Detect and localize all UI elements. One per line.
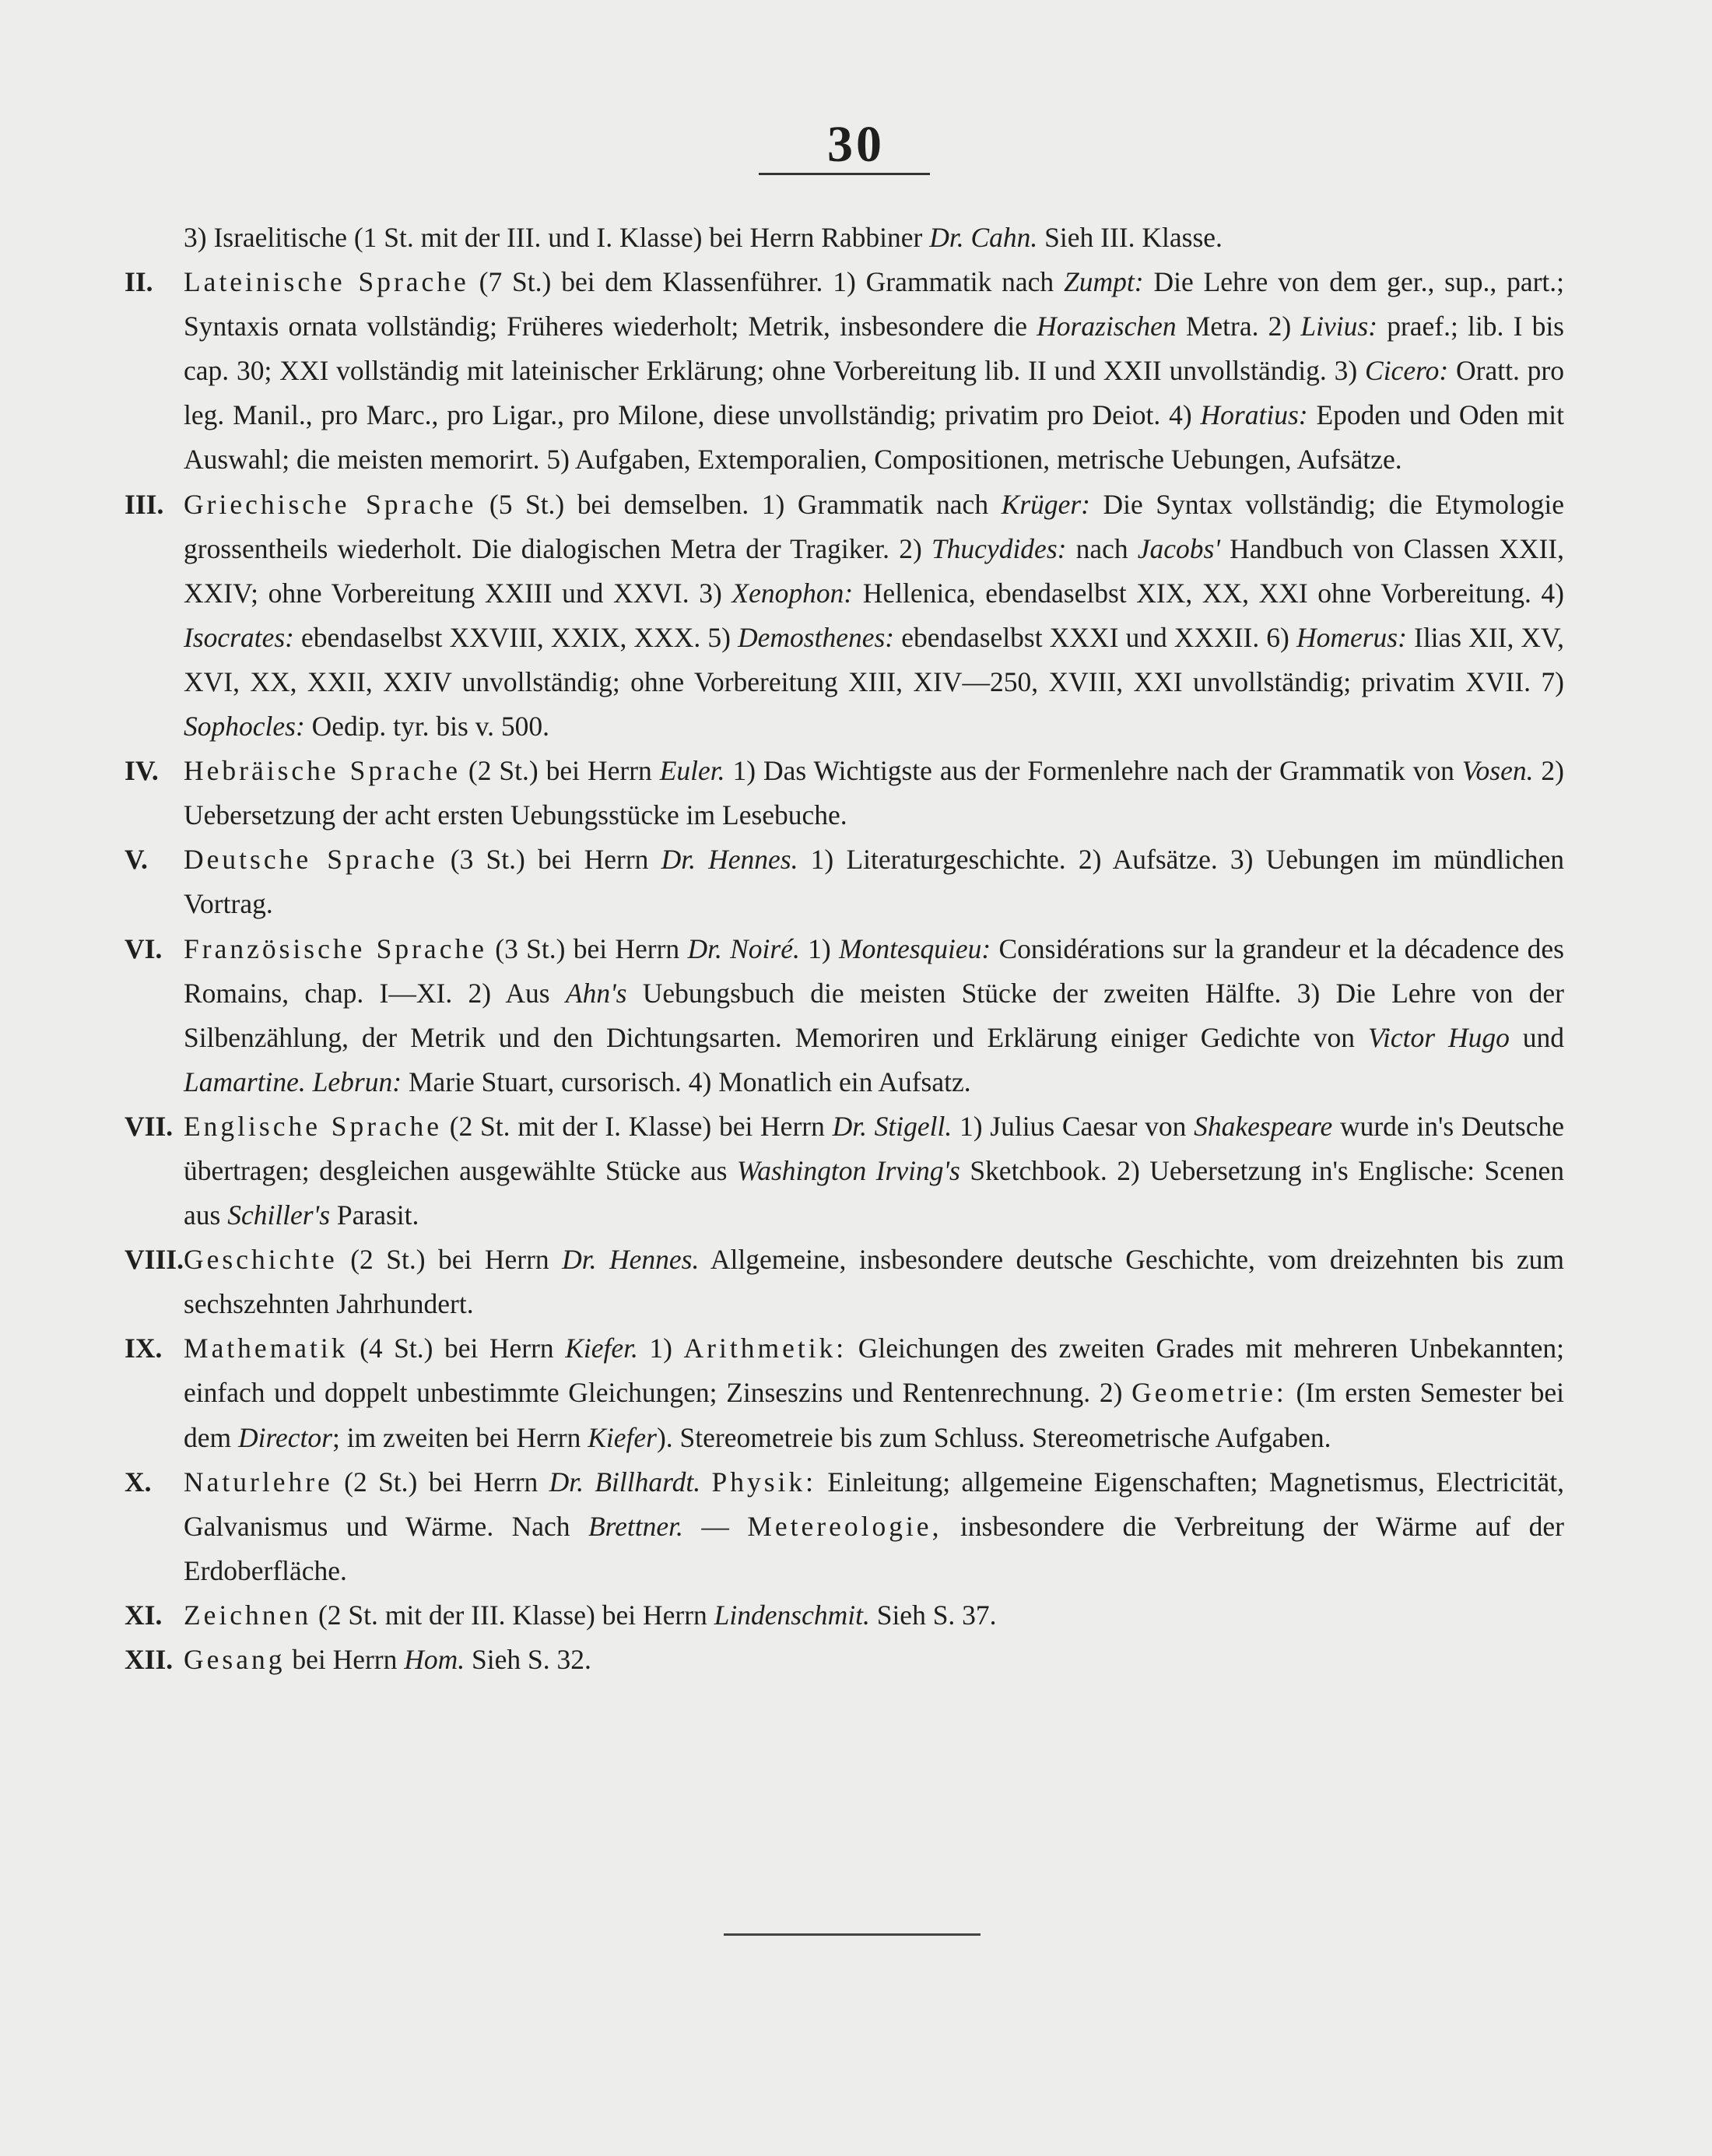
section-V [125, 837, 1564, 926]
section-text: Geschichte (2 St.) bei Herrn Dr. Hennes. Allgemeine, insbesondere deutsche Geschichte, vom dreizehnten bis zum sechszehnten Jahrhundert. [184, 1244, 1565, 1320]
section-text: Lateinische Sprache (7 St.) bei dem Klassenführer. 1) Grammatik nach Zumpt: Die Lehre von dem ger., sup., part.; Syntaxis ornata vollständig; Früheres wiederholt; Metrik, insbesondere die Horazischen Metra. 2) Livius: praef.; lib. I bis cap. 30; XXI vollständig mit lateinischer Erklärung; ohne Vorbereitung lib. II und XXII unvollständig. 3) Cicero: Oratt. pro leg. Manil., pro Marc., pro Ligar., pro Milone, diese unvollständig; privatim pro Deiot. 4) Horatius: Epoden und Oden mit Auswahl; die meisten memorirt. 5) Aufgaben, Extemporalien, Compositionen, metrische Uebungen, Aufsätze. [184, 266, 1565, 476]
section-number: IX. [125, 1333, 163, 1364]
section-text: Griechische Sprache (5 St.) bei demselben. 1) Grammatik nach Krüger: Die Syntax vollständig; die Etymologie grossentheils wiederholt. Die dialogischen Metra der Tragiker. 2) Thucydides: nach Jacobs' Handbuch von Classen XXII, XXIV; ohne Vorbereitung XXIII und XXVI. 3) Xenophon: Hellenica, ebendaselbst XIX, XX, XXI ohne Vorbereitung. 4) Isocrates: ebendaselbst XXVIII, XXIX, XXX. 5) Demosthenes: ebendaselbst XXXI und XXXII. 6) Homerus: Ilias XII, XV, XVI, XX, XXII, XXIV unvollständig; ohne Vorbereitung XIII, XIV—250, XVIII, XXI unvollständig; privatim XVII. 7) Sophocles: Oedip. tyr. bis v. 500. [184, 488, 1564, 743]
section-text: Hebräische Sprache (2 St.) bei Herrn Euler. 1) Das Wichtigste aus der Formenlehre nach der Grammatik von Vosen. 2) Uebersetzung der acht ersten Uebungsstücke im Lesebuche. [184, 755, 1565, 831]
section-III [125, 483, 1564, 750]
section-text: Mathematik (4 St.) bei Herrn Kiefer. 1) Arithmetik: Gleichungen des zweiten Grades mit mehreren Unbekannten; einfach und doppelt unbestimmte Gleichungen; Zinseszins und Rentenrechnung. 2) Geometrie: (Im ersten Semester bei dem Director; im zweiten bei Herrn Kiefer). Stereometreie bis zum Schluss. Stereometrische Aufgaben. [184, 1333, 1564, 1453]
section-VIII [125, 1238, 1564, 1326]
section-text: Gesang bei Herrn Hom. Sieh S. 32. [184, 1644, 591, 1675]
section-IV [125, 749, 1564, 837]
section-VI [125, 927, 1564, 1104]
section-sub3 [125, 216, 1564, 260]
section-text: 3) Israelitische (1 St. mit der III. und I. Klasse) bei Herrn Rabbiner Dr. Cahn. Sieh III. Klasse. [184, 222, 1223, 253]
section-number: VII. [125, 1110, 174, 1142]
document-body [125, 216, 1564, 1682]
section-XII [125, 1638, 1564, 1682]
section-number: XII. [125, 1644, 174, 1675]
section-number: II. [125, 266, 153, 298]
section-number: IV. [125, 755, 159, 787]
section-number: X. [125, 1466, 152, 1498]
section-text: Zeichnen (2 St. mit der III. Klasse) bei Herrn Lindenschmit. Sieh S. 37. [184, 1599, 997, 1631]
section-number: V. [125, 844, 148, 876]
footer-rule [724, 1933, 981, 1936]
section-number: VI. [125, 932, 163, 964]
header-rule [759, 173, 930, 175]
section-number: XI. [125, 1599, 163, 1631]
section-text: Französische Sprache (3 St.) bei Herrn Dr. Noiré. 1) Montesquieu: Considérations sur la grandeur et la décadence des Romains, chap. I—XI. 2) Aus Ahn's Uebungsbuch die meisten Stücke der zweiten Hälfte. 3) Die Lehre von der Silbenzählung, der Metrik und den Dichtungsarten. Memoriren und Erklärung einiger Gedichte von Victor Hugo und Lamartine. Lebrun: Marie Stuart, cursorisch. 4) Monatlich ein Aufsatz. [184, 932, 1565, 1097]
section-II [125, 260, 1564, 482]
section-number: VIII. [125, 1244, 184, 1276]
section-X [125, 1460, 1564, 1593]
section-text: Deutsche Sprache (3 St.) bei Herrn Dr. Hennes. 1) Literaturgeschichte. 2) Aufsätze. 3) Uebungen im mündlichen Vortrag. [184, 844, 1564, 920]
section-IX [125, 1326, 1564, 1459]
section-text: Englische Sprache (2 St. mit der I. Klasse) bei Herrn Dr. Stigell. 1) Julius Caesar von Shakespeare wurde in's Deutsche übertragen; desgleichen ausgewählte Stücke aus Washington Irving's Sketchbook. 2) Uebersetzung in's Englische: Scenen aus Schiller's Parasit. [184, 1110, 1564, 1231]
section-text: Naturlehre (2 St.) bei Herrn Dr. Billhardt. Physik: Einleitung; allgemeine Eigenschaften; Magnetismus, Electricität, Galvanismus und Wärme. Nach Brettner. — Metereologie, insbesondere die Verbreitung der Wärme auf der Erdoberfläche. [184, 1466, 1564, 1586]
section-XI [125, 1593, 1564, 1638]
section-number: III. [125, 488, 164, 520]
page-number: 30 [827, 116, 885, 173]
section-VII [125, 1104, 1564, 1238]
